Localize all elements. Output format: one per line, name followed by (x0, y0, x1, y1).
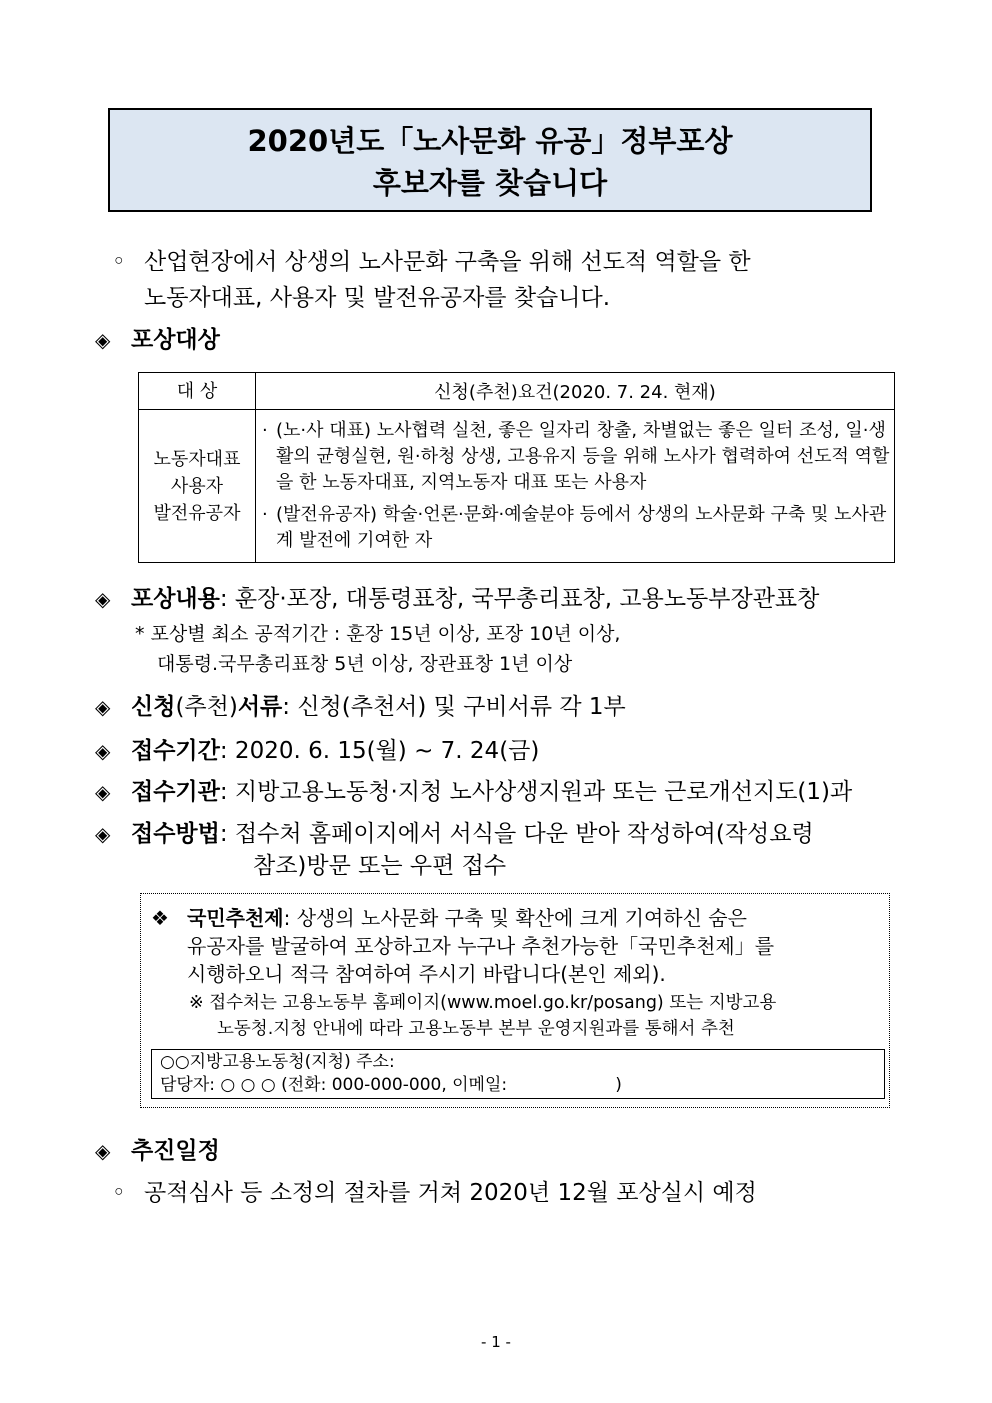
section-docs-title-c: 서류 (237, 694, 283, 720)
table-header-row (139, 373, 895, 410)
recommend-line2: 유공자를 발굴하여 포상하고자 누구나 추천가능한「국민추천제」를 (187, 934, 775, 958)
section-period-title: 접수기간 (131, 738, 220, 764)
section-schedule-title: 추진일정 (131, 1138, 220, 1164)
title-box (108, 108, 872, 212)
page-title-line2: 후보자를 찾습니다 (372, 166, 608, 200)
section-agency-title: 접수기관 (131, 779, 220, 805)
content-note-line2: 대통령.국무총리표창 5년 이상, 장관표창 1년 이상 (157, 653, 573, 675)
category-line: 노동자대표 (153, 448, 241, 470)
award-target-table (138, 372, 895, 563)
diamond-icon: ◈ (95, 587, 111, 611)
intro-paragraph (112, 244, 872, 316)
table-category-cell (139, 410, 256, 563)
section-method-heading (95, 818, 814, 850)
diamond-icon: ◈ (95, 780, 111, 804)
diamond-icon: ◈ (95, 328, 111, 352)
page-number: - 1 - (481, 1333, 511, 1351)
page-title-line1: 2020년도「노사문화 유공」정부포상 (247, 124, 733, 158)
diamond-icon: ◈ (95, 1139, 111, 1163)
contact-line: 담당자: ○ ○ ○ (전화: 000-000-000, 이메일: ) (160, 1075, 622, 1095)
intro-bullet: ◦ (112, 249, 126, 275)
address-line: ○○지방고용노동청(지청) 주소: (160, 1052, 395, 1072)
section-target-heading (95, 324, 220, 356)
intro-line1: 산업현장에서 상생의 노사문화 구축을 위해 선도적 역할을 한 (144, 249, 751, 275)
recommend-title: 국민추천제 (187, 906, 284, 930)
category-line: 발전유공자 (153, 502, 241, 524)
requirement-dot: · (262, 420, 268, 441)
section-method-line2: 참조)방문 또는 우편 접수 (253, 853, 507, 879)
section-target-title: 포상대상 (131, 327, 220, 353)
address-box (151, 1049, 885, 1099)
recommend-line1-text: : 상생의 노사문화 구축 및 확산에 크게 기여하신 숨은 (283, 906, 747, 930)
table-row (139, 410, 895, 563)
schedule-text: 공적심사 등 소정의 절차를 거쳐 2020년 12월 포상실시 예정 (144, 1180, 757, 1206)
category-line: 사용자 (170, 475, 224, 497)
section-content-title: 포상내용 (131, 586, 220, 612)
recommend-line1 (151, 904, 881, 932)
section-docs-title-a: 신청 (131, 694, 176, 720)
recommend-line3: 시행하오니 적극 참여하여 주시기 바랍니다(본인 제외). (187, 962, 666, 986)
section-docs-text: : 신청(추천서) 및 구비서류 각 1부 (282, 694, 626, 720)
recommend-note-line2: 노동청.지청 안내에 따라 고용노동부 본부 운영지원과를 통해서 추천 (217, 1019, 735, 1039)
content-note-line1: * 포상별 최소 공적기간 : 훈장 15년 이상, 포장 10년 이상, (135, 623, 621, 645)
requirement-dot: · (262, 504, 268, 525)
schedule-bullet: ◦ (112, 1180, 126, 1206)
recommend-note-line1: ※ 접수처는 고용노동부 홈페이지(www.moel.go.kr/posang) 또는 지방고용 (189, 993, 777, 1013)
recommend-marker-icon: ❖ (151, 906, 169, 930)
schedule-line (112, 1176, 757, 1210)
table-requirement-cell (256, 410, 895, 563)
recommend-box (140, 893, 890, 1108)
section-docs-heading (95, 691, 626, 723)
recommend-note (189, 990, 776, 1042)
diamond-icon: ◈ (95, 739, 111, 763)
section-agency-text: : 지방고용노동청·지청 노사상생지원과 또는 근로개선지도(1)과 (219, 779, 853, 805)
requirement-text: (노·사 대표) 노사협력 실천, 좋은 일자리 창출, 차별없는 좋은 일터 조성, 일·생활의 균형실현, 원·하청 상생, 고용유지 등을 위해 노사가 협력하여 선도적 역할을 한 노동자대표, 지역노동자 대표 또는 사용자 (276, 420, 890, 493)
table-header-category: 대 상 (139, 373, 256, 410)
requirement-text: (발전유공자) 학술·언론·문화·예술분야 등에서 상생의 노사문화 구축 및 노사관계 발전에 기여한 자 (276, 504, 887, 551)
requirement-item (262, 502, 890, 554)
section-content-text: : 훈장·포장, 대통령표창, 국무총리표창, 고용노동부장관표창 (219, 586, 820, 612)
section-content-heading (95, 583, 819, 615)
section-period-text: : 2020. 6. 15(월) ~ 7. 24(금) (219, 738, 540, 764)
intro-line2: 노동자대표, 사용자 및 발전유공자를 찾습니다. (144, 285, 611, 311)
recommend-text (151, 904, 881, 988)
section-docs-title-b: (추천) (175, 694, 238, 720)
section-agency-heading (95, 776, 852, 808)
section-period-heading (95, 735, 539, 767)
diamond-icon: ◈ (95, 822, 111, 846)
section-schedule-heading (95, 1135, 220, 1167)
section-method-line1: : 접수처 홈페이지에서 서식을 다운 받아 작성하여(작성요령 (219, 821, 814, 847)
diamond-icon: ◈ (95, 695, 111, 719)
section-method-title: 접수방법 (131, 821, 220, 847)
requirement-item (262, 418, 890, 496)
table-header-requirement: 신청(추천)요건(2020. 7. 24. 현재) (256, 373, 895, 410)
